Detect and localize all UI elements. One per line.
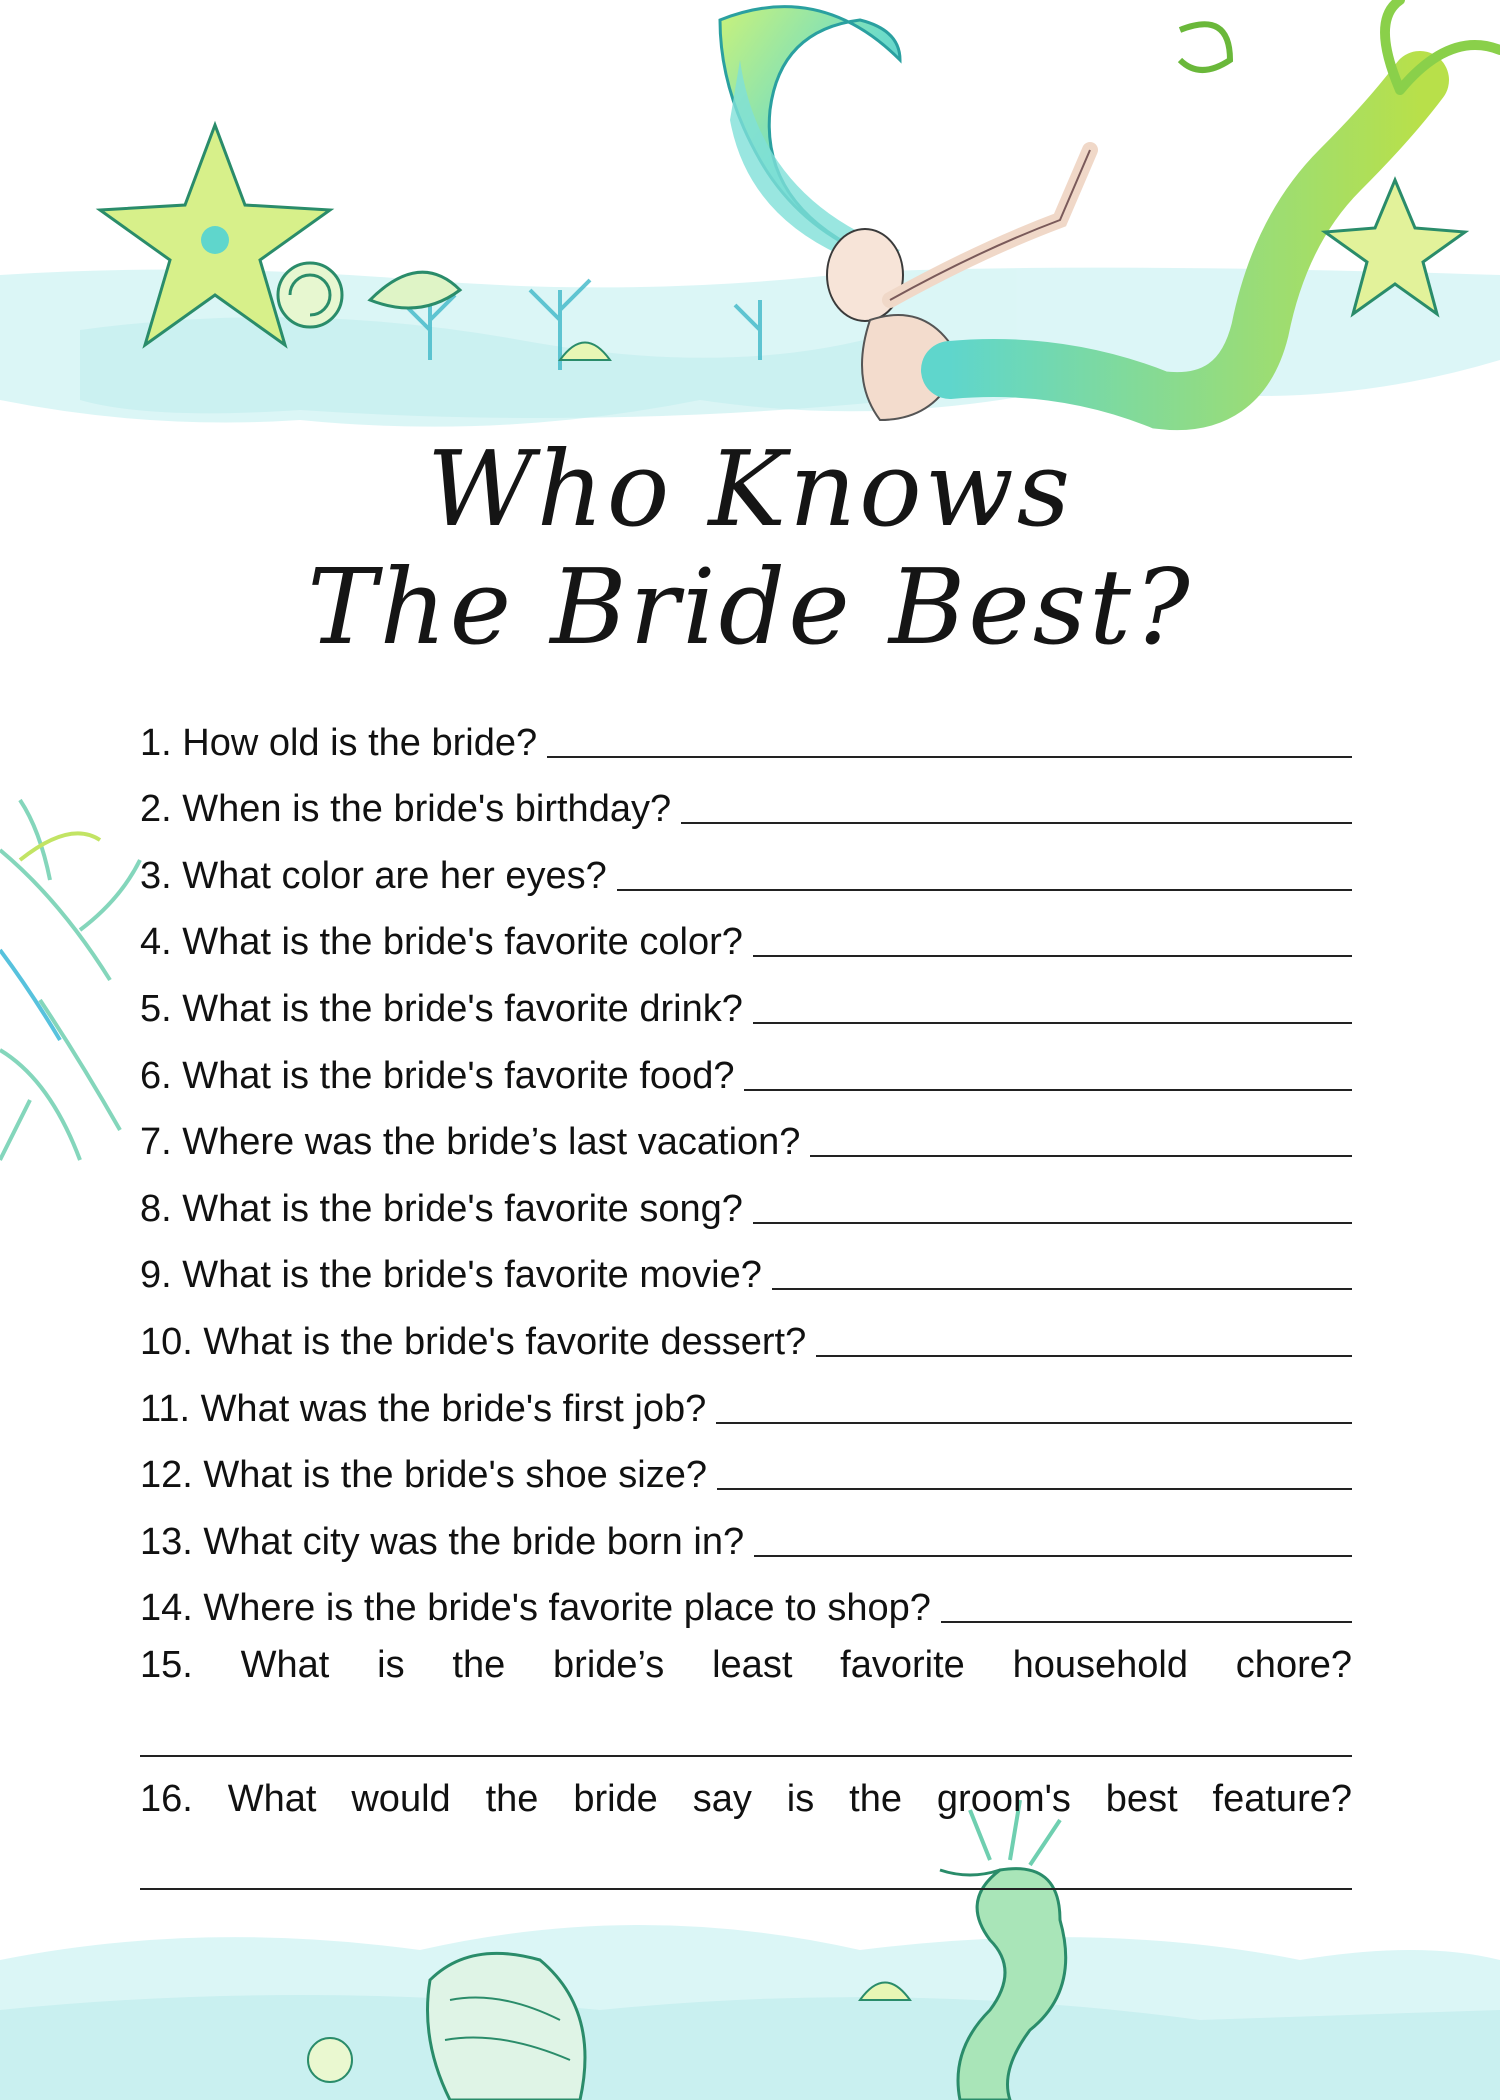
question-text: 3. What color are her eyes? bbox=[140, 854, 607, 897]
question-text: 13. What city was the bride born in? bbox=[140, 1520, 745, 1563]
answer-blank[interactable] bbox=[140, 1888, 1352, 1890]
question-text: 11. What was the bride's first job? bbox=[140, 1387, 707, 1430]
question-row bbox=[140, 1766, 1352, 1833]
question-row bbox=[140, 1433, 1352, 1500]
answer-blank[interactable] bbox=[716, 1421, 1352, 1424]
answer-blank[interactable] bbox=[772, 1287, 1352, 1290]
question-text: 4. What is the bride's favorite color? bbox=[140, 921, 743, 964]
title-line-1: Who Knows bbox=[426, 428, 1074, 550]
bottom-watercolor-wash bbox=[0, 1925, 1500, 2100]
question-text: 6. What is the bride's favorite food? bbox=[140, 1054, 735, 1097]
coral-left bbox=[0, 800, 140, 1160]
answer-blank[interactable] bbox=[744, 1088, 1352, 1091]
question-text: 15. What is the bride’s least favorite household chore? bbox=[140, 1644, 1352, 1687]
question-row bbox=[140, 1100, 1352, 1167]
answer-blank[interactable] bbox=[810, 1154, 1352, 1157]
answer-line bbox=[140, 1832, 1352, 1899]
answer-blank[interactable] bbox=[753, 1221, 1352, 1224]
question-text: 5. What is the bride's favorite drink? bbox=[140, 987, 743, 1030]
question-text: 1. How old is the bride? bbox=[140, 721, 538, 764]
question-row bbox=[140, 1299, 1352, 1366]
question-row bbox=[140, 1033, 1352, 1100]
question-row bbox=[140, 1499, 1352, 1566]
answer-blank[interactable] bbox=[754, 1554, 1352, 1557]
title-line-2: The Bride Best? bbox=[307, 546, 1193, 668]
question-text: 9. What is the bride's favorite movie? bbox=[140, 1254, 762, 1297]
answer-blank[interactable] bbox=[617, 888, 1352, 891]
question-row bbox=[140, 1233, 1352, 1300]
question-row bbox=[140, 833, 1352, 900]
answer-blank[interactable] bbox=[681, 821, 1352, 824]
question-row bbox=[140, 1166, 1352, 1233]
title bbox=[0, 430, 1500, 666]
question-text: 8. What is the bride's favorite song? bbox=[140, 1187, 743, 1230]
answer-blank[interactable] bbox=[717, 1487, 1352, 1490]
question-text: 12. What is the bride's shoe size? bbox=[140, 1454, 707, 1497]
answer-blank[interactable] bbox=[547, 755, 1352, 758]
answer-blank[interactable] bbox=[941, 1620, 1352, 1623]
question-text: 10. What is the bride's favorite dessert? bbox=[140, 1320, 807, 1363]
question-list bbox=[140, 700, 1352, 1899]
answer-blank[interactable] bbox=[753, 1021, 1352, 1024]
question-row bbox=[140, 1632, 1352, 1699]
question-text: 2. When is the bride's birthday? bbox=[140, 788, 672, 831]
question-row bbox=[140, 1566, 1352, 1633]
question-text: 7. Where was the bride’s last vacation? bbox=[140, 1121, 801, 1164]
question-row bbox=[140, 1366, 1352, 1433]
answer-line bbox=[140, 1699, 1352, 1766]
answer-blank[interactable] bbox=[140, 1755, 1352, 1757]
question-text: 14. Where is the bride's favorite place to shop? bbox=[140, 1587, 931, 1630]
answer-blank[interactable] bbox=[753, 954, 1352, 957]
question-row bbox=[140, 966, 1352, 1033]
question-text: 16. What would the bride say is the groom's best feature? bbox=[140, 1777, 1352, 1820]
question-row bbox=[140, 700, 1352, 767]
question-row bbox=[140, 767, 1352, 834]
question-row bbox=[140, 900, 1352, 967]
answer-blank[interactable] bbox=[816, 1354, 1352, 1357]
